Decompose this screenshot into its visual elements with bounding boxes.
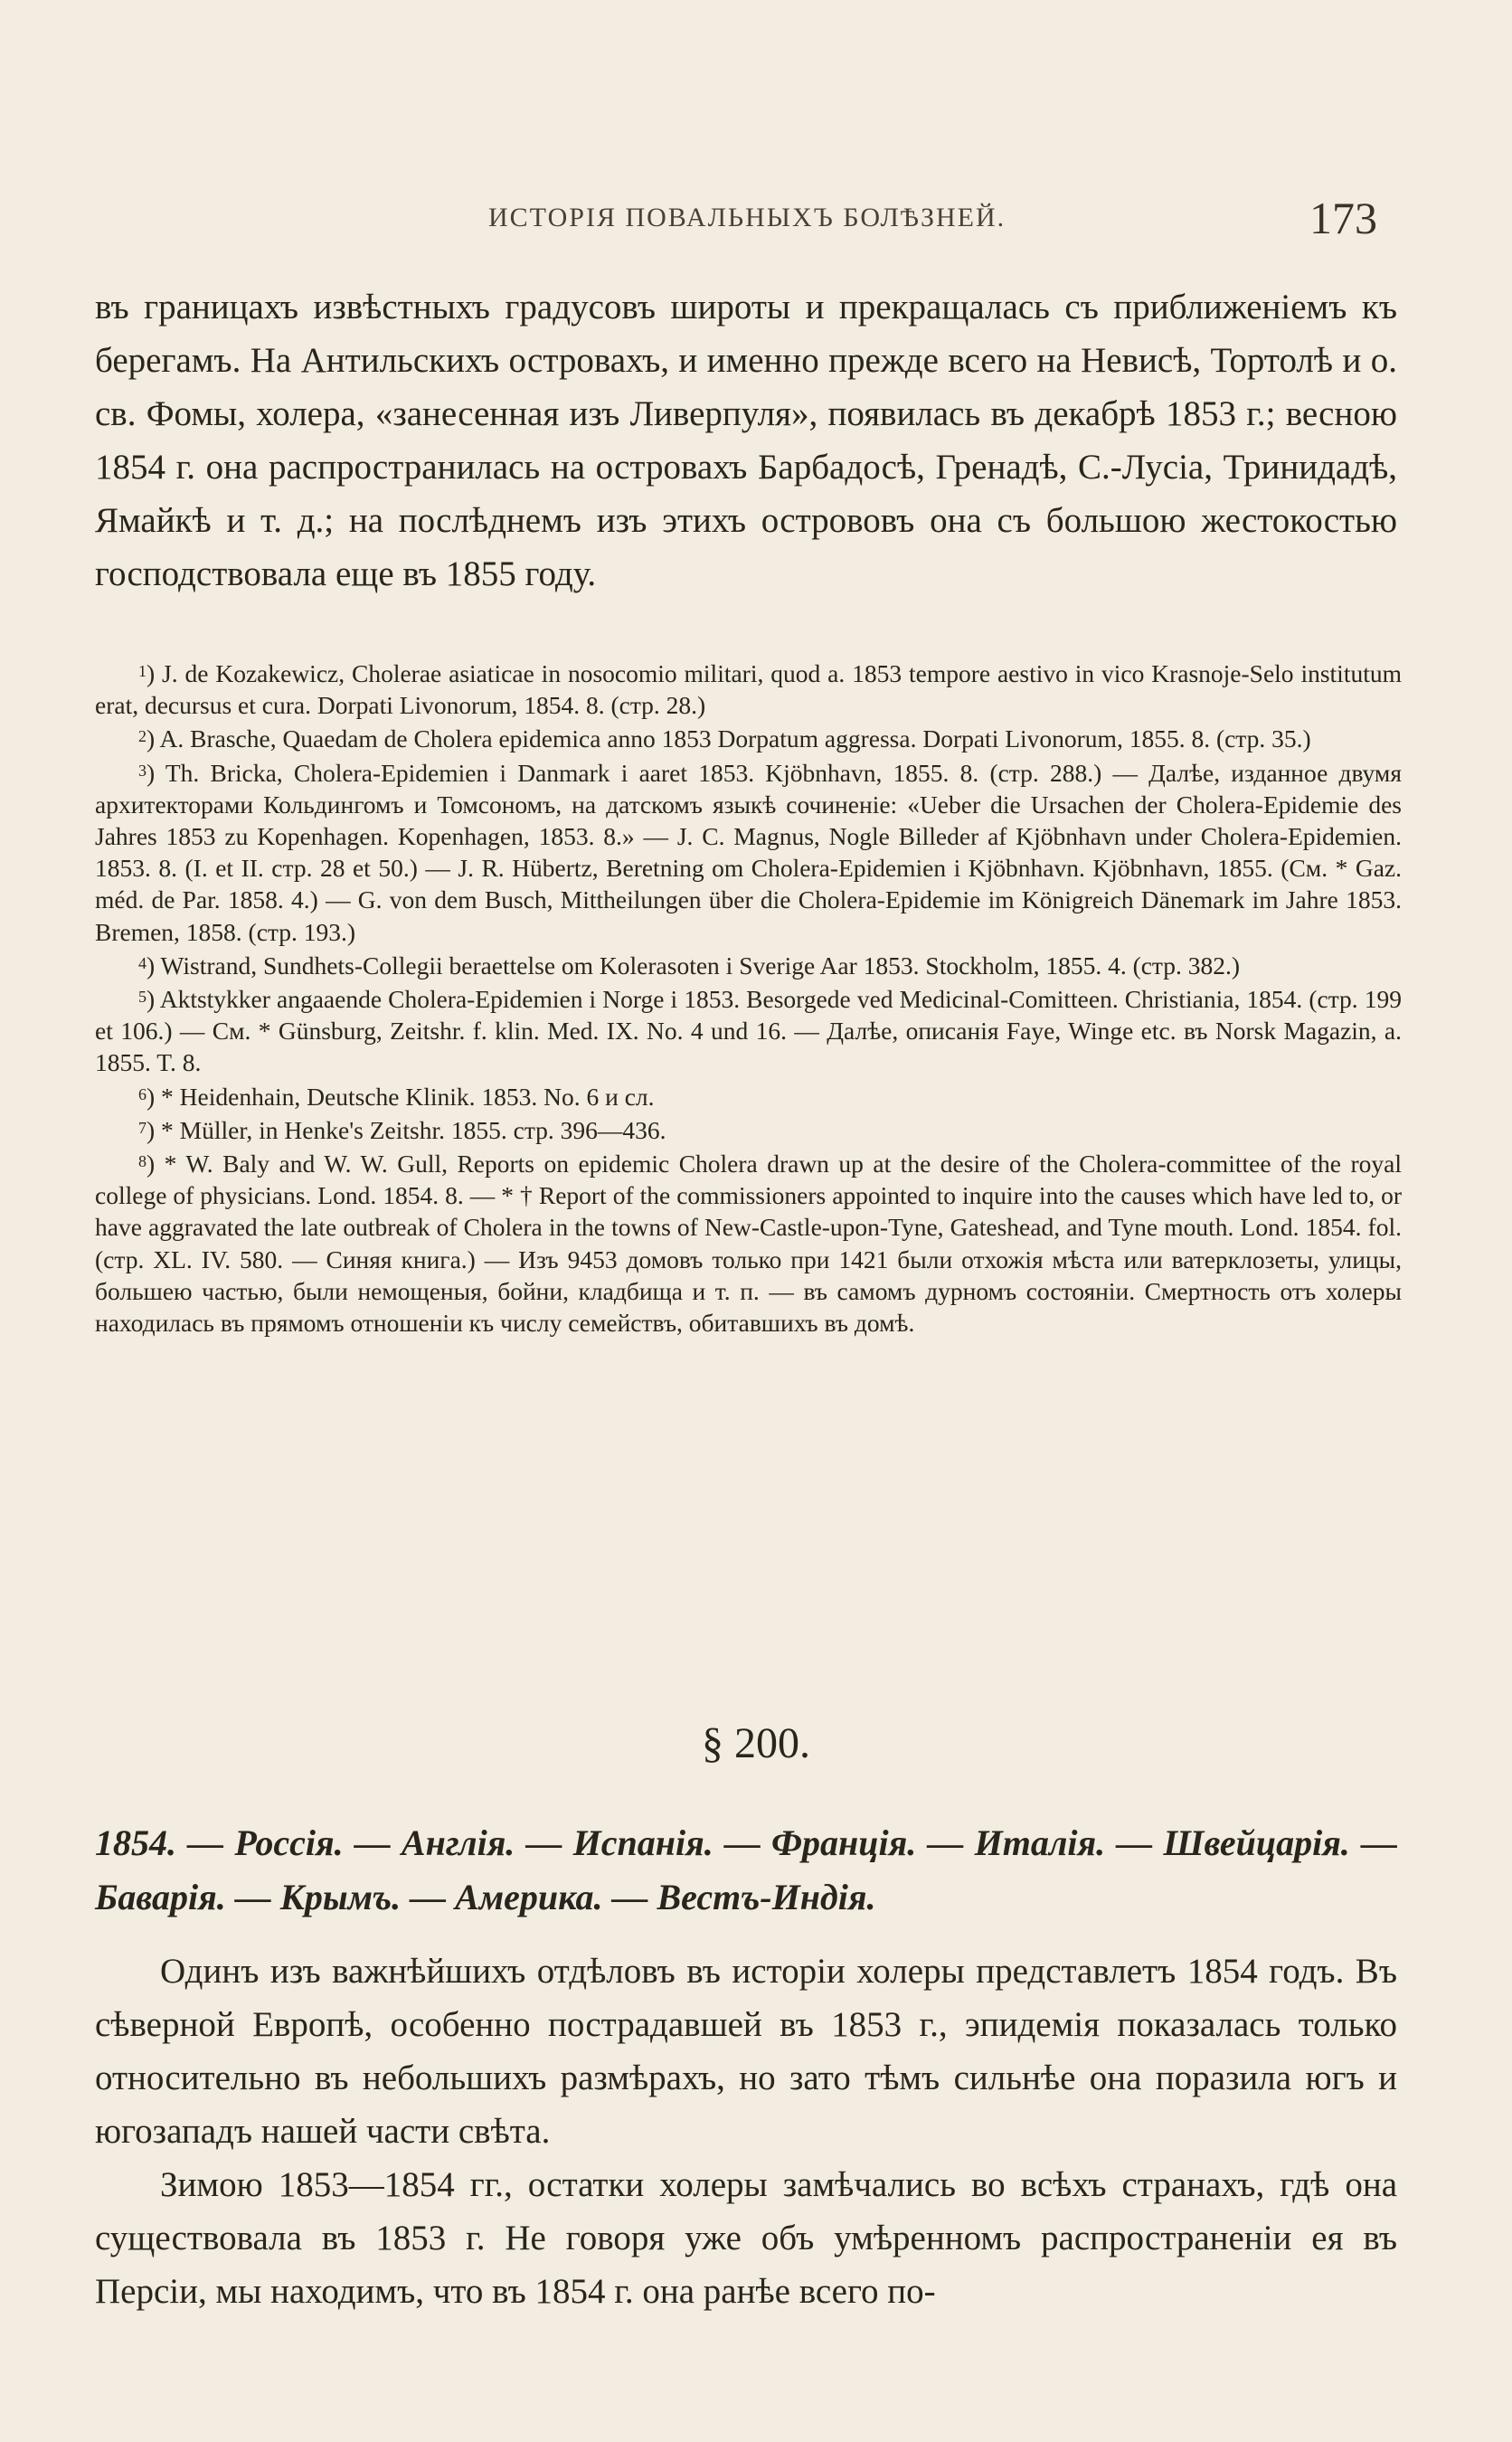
footnote-mark: 7: [138, 1118, 146, 1137]
top-text-block: [95, 280, 1397, 601]
section-subtitle: 1854. — Россія. — Англія. — Испанія. — Франція. — Италія. — Швейцарія. — Баварія. — Крымъ. — Америка. — Вестъ-Индія.: [95, 1822, 1397, 1917]
footnote: $^2$) A. Brasche, Quaedam de Cholera epidemica anno 1853 Dorpatum aggressa. Dorpati Livonorum, 1855. 8. (стр. 35.): [138, 724, 1311, 753]
footnote: $^1$) J. de Kozakewicz, Cholerae asiaticae in nosocomio militari, quod a. 1853 tempore aestivo in vico Krasnoje-Selo institutum erat, decursus et cura. Dorpati Livonorum, 1854. 8. (стр. 28.): [95, 659, 1402, 720]
footnote: $^4$) Wistrand, Sundhets-Collegii beraettelse om Kolerasoten i Sverige Aar 1853. Stockholm, 1855. 4. (стр. 382.): [138, 951, 1241, 980]
footnote-text: Aktstykker angaaende Cholera-Epidemien i Norge i 1853. Besorgede ved Medicinal-Comitteen. Christiania, 1854. (стр. 199 et 106.) — См. * Günsburg, Zeitshr. f. klin. Med. IX. No. 4 und 16. — Далѣе, описанія Faye, Winge etc. въ Norsk Magazin, a. 1855. T. 8.: [95, 985, 1403, 1077]
footnote-text: J. de Kozakewicz, Cholerae asiaticae in nosocomio militari, quod a. 1853 tempore aestivo in vico Krasnoje-Selo institutum erat, decursus et cura. Dorpati Livonorum, 1854. 8. (стр. 28.): [95, 659, 1402, 720]
footnote-text: Th. Bricka, Cholera-Epidemien i Danmark i aaret 1853. Kjöbnhavn, 1855. 8. (стр. 288.) — Далѣе, изданное двумя архитекторами Кольдингомъ и Томсономъ, на датскомъ языкѣ сочиненіе: «Ueber die Ursachen der Cholera-Epidemie des Jahres 1853 zu Kopenhagen. Kopenhagen, 1853. 8.» — J. C. Magnus, Nogle Billeder af Kjöbnhavn under Cholera-Epidemien. 1853. 8. (I. et II. стр. 28 et 50.) — J. R. Hübertz, Beretning om Cholera-Epidemien i Kjöbnhavn. Kjöbnhavn, 1855. (См. * Gaz. méd. de Par. 1858. 4.) — G. von dem Busch, Mittheilungen über die Cholera-Epidemie im Königreich Dänemark im Jahre 1853. Bremen, 1858. (стр. 193.): [95, 758, 1402, 946]
footnote-mark: 5: [138, 988, 146, 1007]
top-paragraph: въ границахъ извѣстныхъ градусовъ широты и прекращалась съ приближеніемъ къ берегамъ. На Антильскихъ островахъ, и именно прежде всего на Невисѣ, Тортолѣ и о. св. Фомы, холера, «занесенная изъ Ливерпуля», появилась въ декабрѣ 1853 г.; весною 1854 г. она распространилась на островахъ Барбадосѣ, Гренадѣ, С.-Лусіа, Тринидадѣ, Ямайкѣ и т. д.; на послѣднемъ изъ этихъ острововъ она съ большою жестокостью господствовала еще въ 1855 году.: [95, 288, 1397, 593]
body-paragraph: Зимою 1853—1854 гг., остатки холеры замѣчались во всѣхъ странахъ, гдѣ она существовала въ 1853 г. Не говоря уже объ умѣренномъ распространеніи ея въ Персіи, мы находимъ, что въ 1854 г. она ранѣе всего по-: [95, 2165, 1397, 2311]
footnote-text: A. Brasche, Quaedam de Cholera epidemica anno 1853 Dorpatum aggressa. Dorpati Livonorum, 1855. 8. (стр. 35.): [159, 724, 1311, 753]
footnote-text: * W. Baly and W. W. Gull, Reports on epidemic Cholera drawn up at the desire of the Cholera-committee of the royal college of physicians. Lond. 1854. 8. — * † Report of the commissioners appointed to inquire into the causes which have led to, or have aggravated the late outbreak of Cholera in the towns of New-Castle-upon-Tyne, Gateshead, and Tyne mouth. Lond. 1854. fol. (стр. XL. IV. 580. — Синяя книга.) — Изъ 9453 домовъ только при 1421 были отхожія мѣста или ватерклозеты, улицы, большею частью, были немощеныя, бойни, кладбища и т. п. — въ самомъ дурномъ состояніи. Смертность отъ холеры находилась въ прямомъ отношеніи къ числу семействъ, обитавшихъ въ домѣ.: [95, 1150, 1402, 1338]
footnote-mark: 1: [138, 662, 146, 680]
footnote: $^3$) Th. Bricka, Cholera-Epidemien i Danmark i aaret 1853. Kjöbnhavn, 1855. 8. (стр. 288.) — Далѣе, изданное двумя архитекторами Кольдингомъ и Томсономъ, на датскомъ языкѣ сочиненіе: «Ueber die Ursachen der Cholera-Epidemie des Jahres 1853 zu Kopenhagen. Kopenhagen, 1853. 8.» — J. C. Magnus, Nogle Billeder af Kjöbnhavn under Cholera-Epidemien. 1853. 8. (I. et II. стр. 28 et 50.) — J. R. Hübertz, Beretning om Cholera-Epidemien i Kjöbnhavn. Kjöbnhavn, 1855. (См. * Gaz. méd. de Par. 1858. 4.) — G. von dem Busch, Mittheilungen über die Cholera-Epidemie im Königreich Dänemark im Jahre 1853. Bremen, 1858. (стр. 193.): [95, 758, 1402, 946]
running-title: ИСТОРІЯ ПОВАЛЬНЫХЪ БОЛѢЗНЕЙ.: [488, 203, 1006, 232]
footnote-mark: 3: [138, 761, 146, 780]
page-number: 173: [1309, 193, 1377, 243]
footnote-text: * Heidenhain, Deutsche Klinik. 1853. No. 6 и сл.: [161, 1082, 655, 1111]
footnote: $^6$) * Heidenhain, Deutsche Klinik. 1853. No. 6 и сл.: [138, 1082, 655, 1111]
footnote: $^5$) Aktstykker angaaende Cholera-Epidemien i Norge i 1853. Besorgede ved Medicinal-Comitteen. Christiania, 1854. (стр. 199 et 106.) — См. * Günsburg, Zeitshr. f. klin. Med. IX. No. 4 und 16. — Далѣе, описанія Faye, Winge etc. въ Norsk Magazin, a. 1855. T. 8.: [95, 985, 1403, 1077]
section-heading: § 200.: [702, 1719, 810, 1767]
page-header: [0, 192, 1512, 246]
footnote-mark: 4: [138, 953, 146, 972]
footnote: $^8$) * W. Baly and W. W. Gull, Reports on epidemic Cholera drawn up at the desire of the Cholera-committee of the royal college of physicians. Lond. 1854. 8. — * † Report of the commissioners appointed to inquire into the causes which have led to, or have aggravated the late outbreak of Cholera in the towns of New-Castle-upon-Tyne, Gateshead, and Tyne mouth. Lond. 1854. fol. (стр. XL. IV. 580. — Синяя книга.) — Изъ 9453 домовъ только при 1421 были отхожія мѣста или ватерклозеты, улицы, большею частью, были немощеныя, бойни, кладбища и т. п. — въ самомъ дурномъ состояніи. Смертность отъ холеры находилась въ прямомъ отношеніи къ числу семействъ, обитавшихъ въ домѣ.: [95, 1150, 1402, 1338]
bottom-text-block: [95, 1945, 1397, 2318]
footnote-mark: 2: [138, 727, 146, 746]
footnote-text: Wistrand, Sundhets-Collegii beraettelse om Kolerasoten i Sverige Aar 1853. Stockholm, 1855. 4. (стр. 382.): [160, 951, 1241, 980]
footnotes: [95, 656, 1402, 1339]
footnote: $^7$) * Müller, in Henke's Zeitshr. 1855. стр. 396—436.: [138, 1115, 666, 1144]
footnote-mark: 6: [138, 1084, 146, 1103]
footnote-text: * Müller, in Henke's Zeitshr. 1855. стр. 396—436.: [161, 1115, 666, 1144]
footnote-mark: 8: [138, 1152, 146, 1171]
body-paragraph: Одинъ изъ важнѣйшихъ отдѣловъ въ исторіи холеры представлетъ 1854 годъ. Въ сѣверной Европѣ, особенно пострадавшей въ 1853 г., эпидемія показалась только относительно въ небольшихъ размѣрахъ, но зато тѣмъ сильнѣе она поразила югъ и югозападъ нашей части свѣта.: [95, 1952, 1397, 2151]
